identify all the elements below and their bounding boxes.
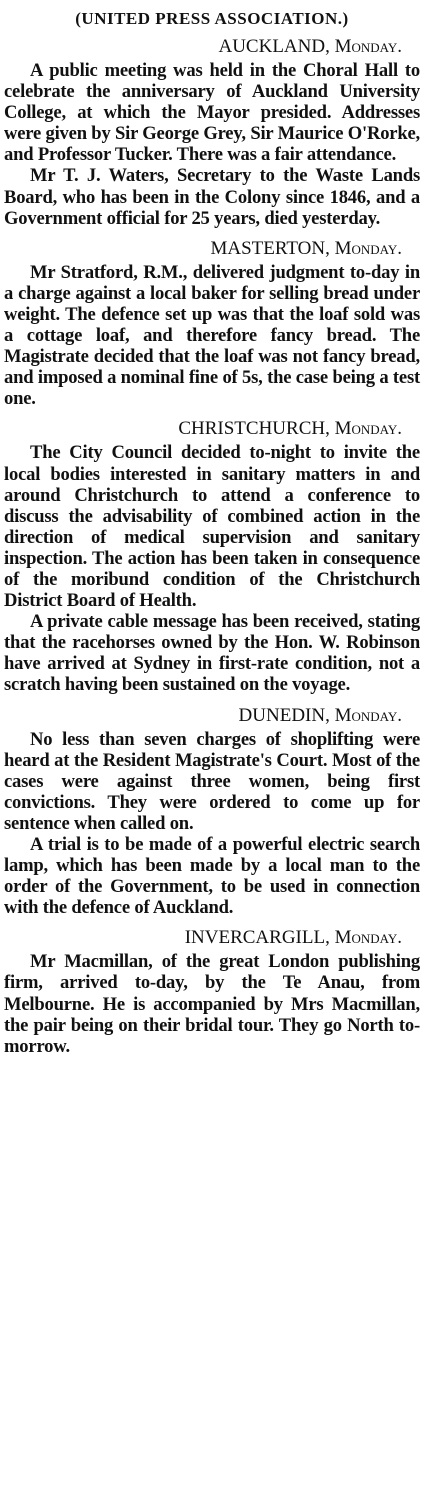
dateline-day: Monday. (334, 704, 402, 726)
dateline-place: MASTERTON, (210, 237, 330, 259)
dateline-place: DUNEDIN, (238, 704, 330, 726)
dateline-place: CHRISTCHURCH, (178, 418, 330, 440)
agency-header: (UNITED PRESS ASSOCIATION.) (75, 9, 349, 28)
dateline (4, 34, 420, 59)
section-spacer (4, 229, 420, 234)
section-spacer (4, 918, 420, 923)
dateline-place: INVERCARGILL, (184, 927, 330, 949)
section-christchurch (4, 416, 420, 695)
dateline-day: Monday. (334, 237, 402, 259)
section-masterton (4, 236, 420, 410)
paragraph: A trial is to be made of a powerful electric search lamp, which has been made by a local man to the order of the Government, to be used in connection with the defence of Auckland. (4, 834, 420, 919)
dateline-day: Monday. (334, 418, 402, 440)
paragraph: Mr Macmillan, of the great London publishing firm, arrived to-day, by the Te Anau, from Melbourne. He is accompanied by Mrs Macmillan, the pair being on their bridal tour. They go North to-morrow. (4, 951, 420, 1057)
dateline (4, 925, 420, 950)
paragraph: The City Council decided to-night to invite the local bodies interested in sanitary matters in and around Christchurch to attend a conference to discuss the advisability of combined action in the direction of medical supervision and sanitary inspection. The action has been taken in consequence of the moribund condition of the Christchurch District Board of Health. (4, 442, 420, 612)
section-invercargill (4, 925, 420, 1056)
paragraph: A public meeting was held in the Choral Hall to celebrate the anniversary of Auckland University College, at which the Mayor presided. Addresses were given by Sir George Grey, Sir Maurice O'Rorke, and Professor Tucker. There was a fair attendance. (4, 60, 421, 166)
paragraph: Mr T. J. Waters, Secretary to the Waste Lands Board, who has been in the Colony since 1846, and a Government official for 25 years, died yesterday. (4, 165, 420, 229)
dateline (4, 416, 420, 441)
paragraph: A private cable message has been received, stating that the racehorses owned by the Hon. W. Robinson have arrived at Sydney in first-rate condition, not a scratch having been sustained on the voyage. (4, 611, 420, 696)
dateline (4, 236, 420, 261)
paragraph: Mr Stratford, R.M., delivered judgment to-day in a charge against a local baker for selling bread under weight. The defence set up was that the loaf sold was a cottage loaf, and therefore fancy bread. The Magistrate decided that the loaf was not fancy bread, and imposed a nominal fine of 5s, the case being a test one. (4, 261, 420, 410)
dateline-place: AUCKLAND, (218, 36, 330, 57)
section-dunedin (4, 703, 420, 919)
dateline-day: Monday. (334, 927, 402, 949)
section-auckland (4, 34, 420, 229)
section-spacer (4, 409, 420, 414)
dateline (4, 703, 420, 728)
dateline-day: Monday. (334, 36, 402, 57)
paragraph: No less than seven charges of shoplifting were heard at the Resident Magistrate's Court. Most of the cases were against three women, being first convictions. They were ordered to come up for sentence when called on. (4, 728, 420, 834)
section-spacer (4, 696, 420, 701)
